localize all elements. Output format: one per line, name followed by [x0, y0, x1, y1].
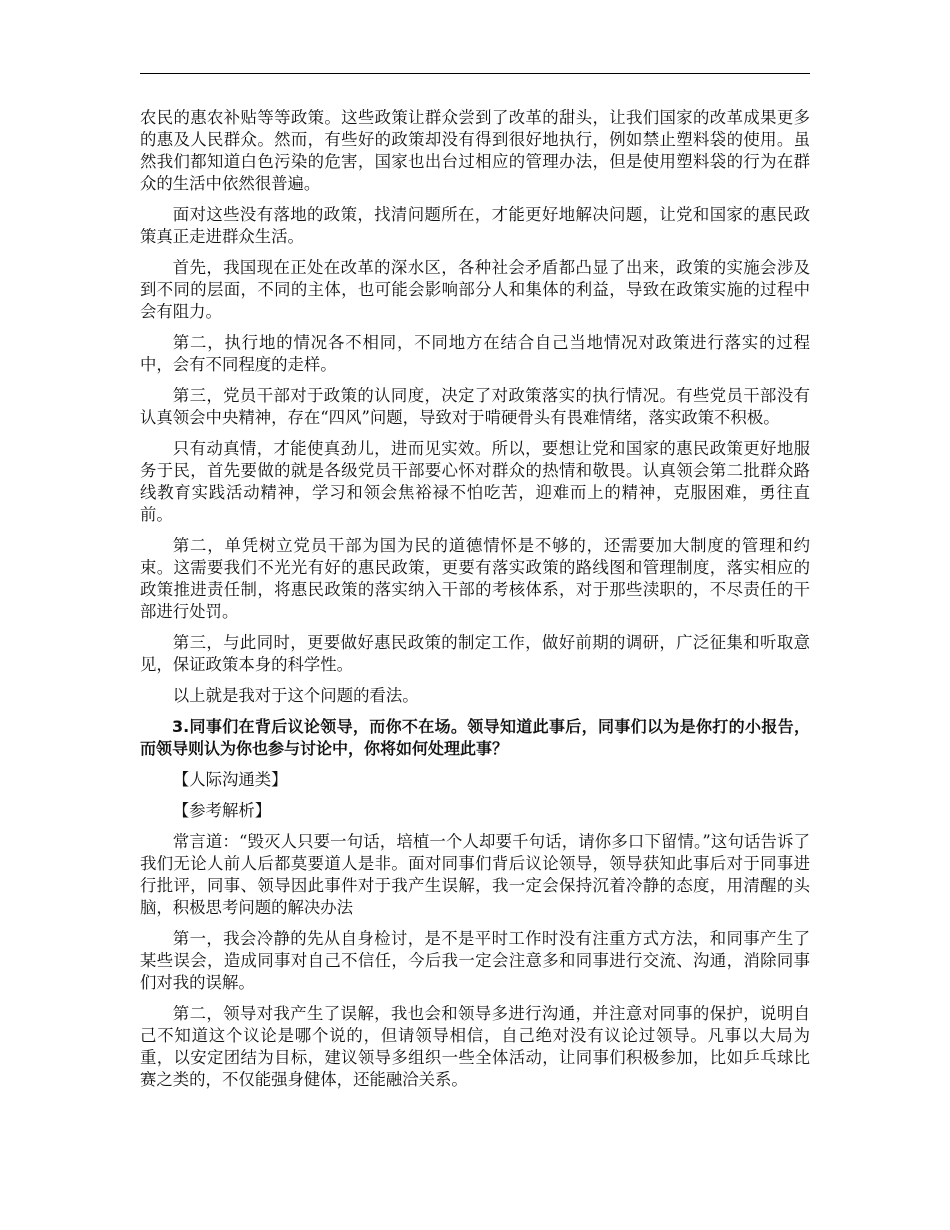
analysis-tag: 【参考解析】	[172, 801, 272, 820]
paragraph: 只有动真情，才能使真劲儿，进而见实效。所以，要想让党和国家的惠民政策更好地服务于民，首先要做的就是各级党员干部要心怀对群众的热情和敬畏。认真领会第二批群众路线教育实践活动精神，学习和领会焦裕禄不怕吃苦，迎难而上的精神，克服困难，勇往直前。	[140, 439, 810, 524]
paragraph: 面对这些没有落地的政策，找清问题所在，才能更好地解决问题，让党和国家的惠民政策真正走进群众生活。	[140, 205, 810, 246]
answer-paragraph: 第一，我会冷静的先从自身检讨，是不是平时工作时没有注重方式方法，和同事产生了某些误会，造成同事对自己不信任，今后我一定会注意多和同事进行交流、沟通，消除同事们对我的误解。	[140, 929, 810, 992]
question-heading: 3.同事们在背后议论领导，而你不在场。领导知道此事后，同事们以为是你打的小报告，而领导则认为你也参与讨论中，你将如何处理此事？	[140, 717, 810, 758]
paragraph: 第三，与此同时，更要做好惠民政策的制定工作，做好前期的调研，广泛征集和听取意见，保证政策本身的科学性。	[140, 633, 810, 674]
paragraph: 第三，党员干部对于政策的认同度，决定了对政策落实的执行情况。有些党员干部没有认真领会中央精神，存在“四风”问题，导致对于啃硬骨头有畏难情绪，落实政策不积极。	[140, 386, 810, 427]
answer-paragraph: 常言道：“毁灭人只要一句话，培植一个人却要千句话，请你多口下留情。”这句话告诉了我们无论人前人后都莫要道人是非。面对同事们背后议论领导，领导获知此事后对于同事进行批评，同事、领导因此事件对于我产生误解，我一定会保持沉着冷静的态度，用清醒的头脑，积极思考问题的解决办法	[140, 832, 810, 917]
paragraph: 第二，执行地的情况各不相同，不同地方在结合自己当地情况对政策进行落实的过程中，会有不同程度的走样。	[140, 333, 810, 374]
paragraph: 农民的惠农补贴等等政策。这些政策让群众尝到了改革的甜头，让我们国家的改革成果更多的惠及人民群众。然而，有些好的政策却没有得到很好地执行，例如禁止塑料袋的使用。虽然我们都知道白色污染的危害，国家也出台过相应的管理办法，但是使用塑料袋的行为在群众的生活中依然很普遍。	[140, 108, 810, 193]
paragraph: 第二，单凭树立党员干部为国为民的道德情怀是不够的，还需要加大制度的管理和约束。这需要我们不光光有好的惠民政策，更要有落实政策的路线图和管理制度，落实相应的政策推进责任制，将惠民政策的落实纳入干部的考核体系，对于那些渎职的，不尽责任的干部进行处罚。	[140, 536, 810, 621]
paragraph: 以上就是我对于这个问题的看法。	[172, 686, 419, 705]
category-tag: 【人际沟通类】	[172, 770, 288, 789]
paragraph: 首先，我国现在正处在改革的深水区，各种社会矛盾都凸显了出来，政策的实施会涉及到不同的层面，不同的主体，也可能会影响部分人和集体的利益，导致在政策实施的过程中会有阻力。	[140, 258, 810, 321]
header-rule	[140, 73, 810, 74]
document-body	[140, 107, 810, 1100]
answer-paragraph: 第二，领导对我产生了误解，我也会和领导多进行沟通，并注意对同事的保护，说明自己不知道这个议论是哪个说的，但请领导相信，自己绝对没有议论过领导。凡事以大局为重，以安定团结为目标，建议领导多组织一些全体活动，让同事们积极参加，比如乒乓球比赛之类的，不仅能强身健体，还能融洽关系。	[140, 1004, 810, 1089]
